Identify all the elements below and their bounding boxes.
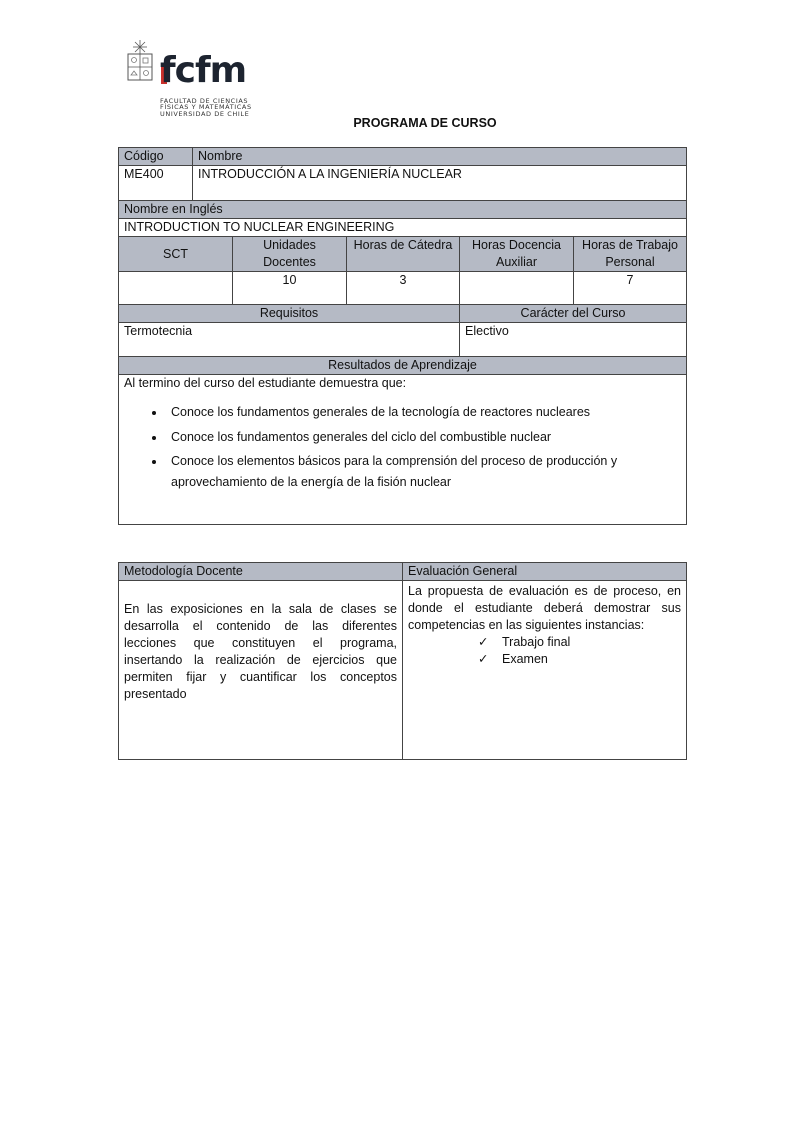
list-item: • Conoce los fundamentos generales de la tecnología de reactores nucleares: [166, 402, 681, 423]
name-header: Nombre: [193, 148, 687, 166]
logo-subtitle: [160, 98, 252, 117]
sct-value: [119, 272, 233, 305]
sct-header: SCT: [119, 237, 233, 272]
list-item: • Conoce los fundamentos generales del ciclo del combustible nuclear: [166, 427, 681, 448]
unidades-docentes-header: Unidades Docentes: [233, 237, 347, 272]
evaluation-item-label: Examen: [502, 652, 548, 666]
course-code: ME400: [119, 166, 193, 201]
unidades-docentes-value: 10: [233, 272, 347, 305]
caracter-value: Electivo: [460, 323, 687, 357]
english-name: INTRODUCTION TO NUCLEAR ENGINEERING: [119, 219, 687, 237]
horas-auxiliar-header: Horas Docencia Auxiliar: [460, 237, 574, 272]
metodologia-text: En las exposiciones en la sala de clases se desarrolla el contenido de las diferentes lecciones que constituyen el programa, insertando la realización de ejercicios que permiten fijar y cuantificar los conceptos presentado: [119, 581, 403, 760]
metodologia-header: Metodología Docente: [119, 563, 403, 581]
horas-personal-header: Horas de Trabajo Personal: [574, 237, 687, 272]
course-name: INTRODUCCIÓN A LA INGENIERÍA NUCLEAR: [193, 166, 687, 201]
list-item: • Conoce los elementos básicos para la comprensión del proceso de producción y aprovechamiento de la energía de la fisión nuclear: [166, 451, 681, 492]
horas-auxiliar-value: [460, 272, 574, 305]
horas-personal-value: 7: [574, 272, 687, 305]
logo-subtitle-line: UNIVERSIDAD DE CHILE: [160, 109, 250, 118]
requisitos-header: Requisitos: [119, 305, 460, 323]
page-title: PROGRAMA DE CURSO: [353, 116, 497, 130]
course-info-table: [118, 147, 687, 525]
evaluacion-text: La propuesta de evaluación es de proceso, en donde el estudiante deberá demostrar sus competencias en las siguientes instancias:: [408, 584, 681, 632]
list-item: [478, 634, 681, 651]
logo-subtitle-line: FACULTAD DE CIENCIAS: [160, 97, 249, 105]
evaluation-item-label: Trabajo final: [502, 635, 571, 649]
evaluacion-body: [403, 581, 687, 760]
fcfm-logo: [124, 38, 254, 118]
resultados-body: [119, 375, 687, 525]
horas-catedra-value: 3: [347, 272, 460, 305]
resultados-header: Resultados de Aprendizaje: [119, 357, 687, 375]
code-header: Código: [119, 148, 193, 166]
list-item: [478, 651, 681, 668]
methodology-table: [118, 562, 687, 760]
logo-subtitle-line: FÍSICAS Y MATEMÁTICAS: [160, 103, 252, 112]
checkmark-icon: ✓: [478, 635, 489, 649]
evaluacion-list: [408, 634, 681, 668]
resultados-intro: Al termino del curso del estudiante demuestra que:: [124, 376, 407, 390]
evaluacion-header: Evaluación General: [403, 563, 687, 581]
requisitos-value: Termotecnia: [119, 323, 460, 357]
horas-catedra-header: Horas de Cátedra: [347, 237, 460, 272]
resultados-list: [124, 402, 681, 492]
english-name-header: Nombre en Inglés: [119, 201, 687, 219]
fcfm-wordmark: fcfm: [160, 50, 247, 91]
caracter-header: Carácter del Curso: [460, 305, 687, 323]
checkmark-icon: ✓: [478, 652, 489, 666]
